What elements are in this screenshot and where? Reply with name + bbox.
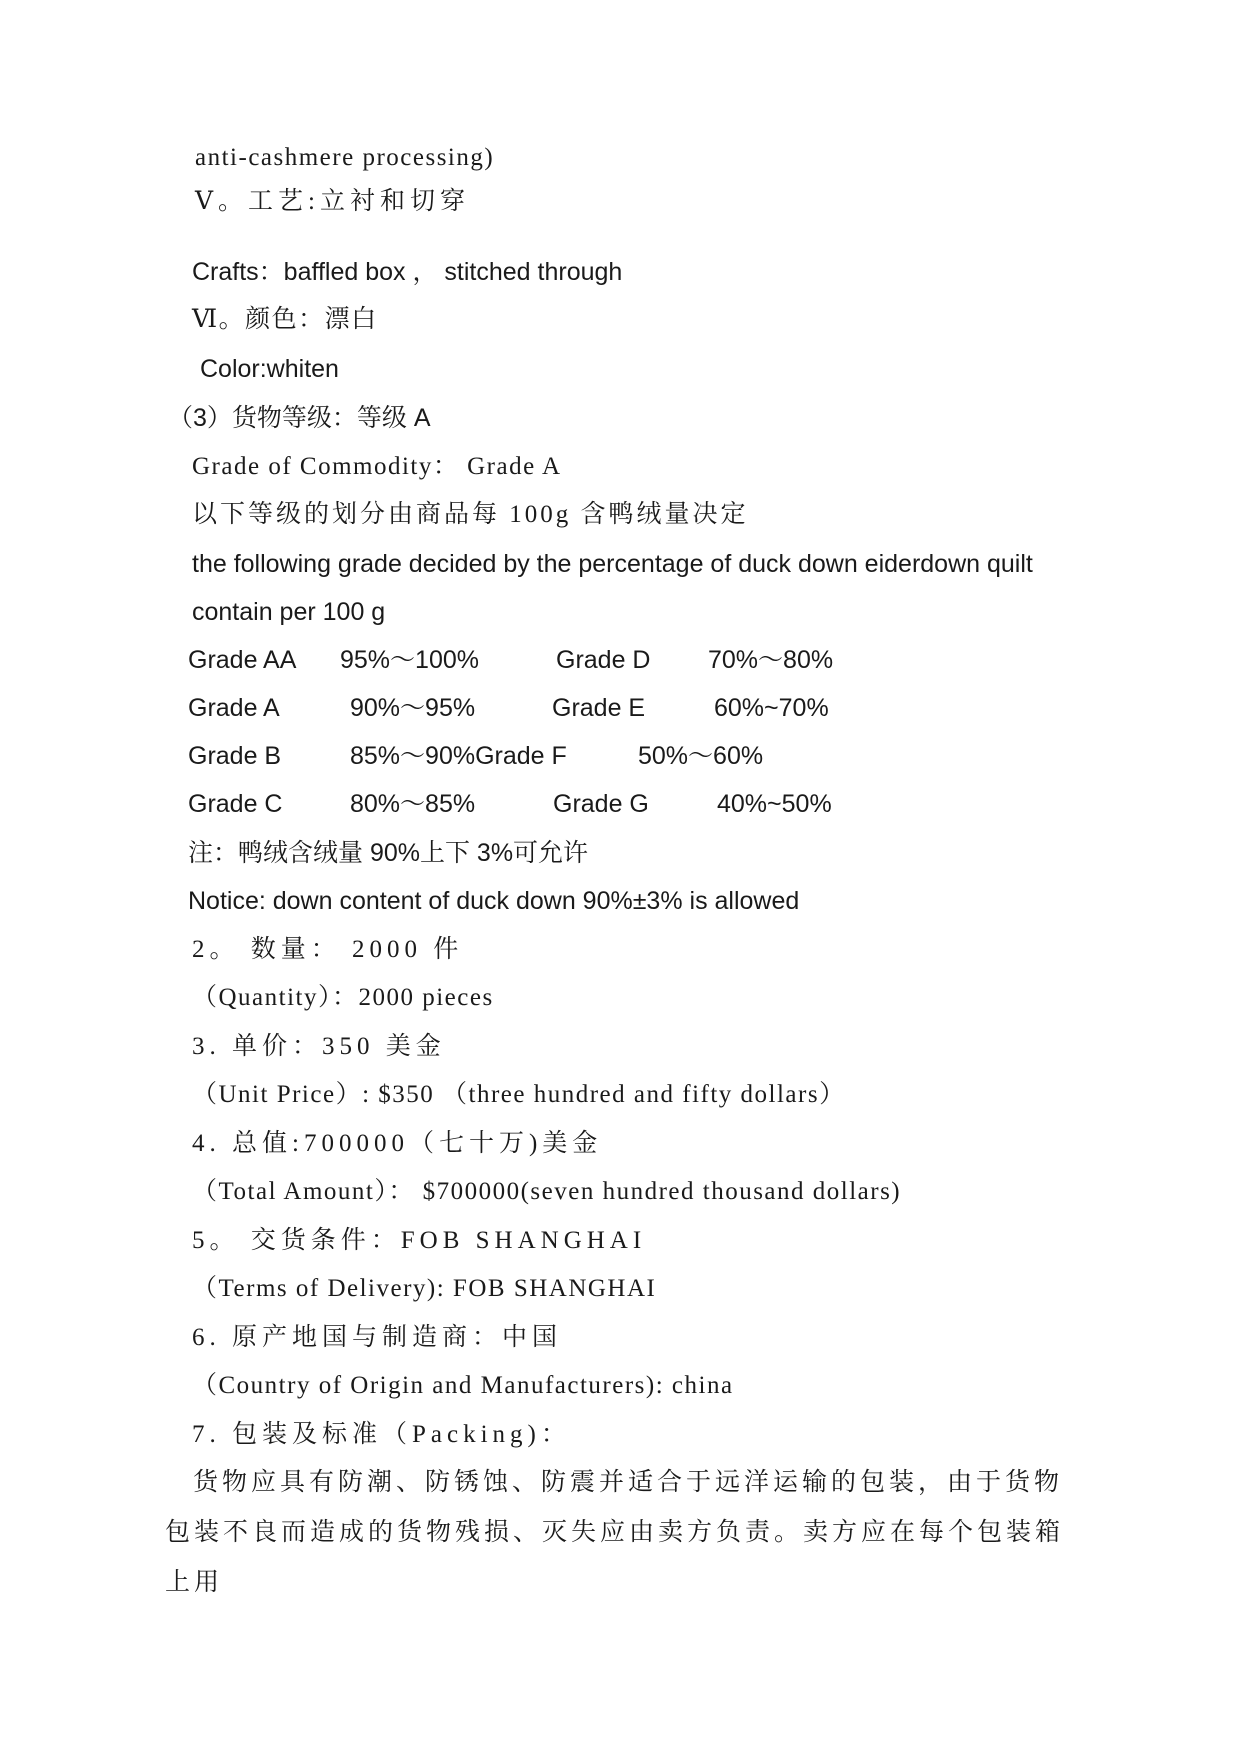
section-heading: 5。 交货条件：FOB SHANGHAI [192,1227,647,1254]
text-line: the following grade decided by the percentage of duck down eiderdown quilt [192,550,1033,578]
section-heading: 7. 包装及标准（Packing)： [192,1421,571,1448]
text-line: （Total Amount）： $700000(seven hundred thousand dollars) [192,1178,902,1205]
grade-range: 90%～95% [350,694,476,722]
grade-name: Grade D [556,646,651,674]
text-line: （Unit Price）: $350 （three hundred and fifty dollars） [192,1081,846,1108]
grade-range: 50%～60% [638,742,764,770]
text-line: Grade of Commodity： Grade A [192,453,562,480]
section-heading: 6. 原产地国与制造商：中国 [192,1324,563,1351]
text-line: Crafts：baffled box ， stitched through [192,258,623,286]
grade-range: 80%～85% [350,790,476,818]
section-heading: 3. 单价：350 美金 [192,1033,446,1060]
grade-range: 70%～80% [708,646,834,674]
text-line: （Terms of Delivery): FOB SHANGHAI [192,1275,657,1302]
grade-name: Grade AA [188,646,297,674]
text-line: （Country of Origin and Manufacturers): china [192,1372,734,1399]
grade-range: 60%~70% [714,694,829,722]
grade-name: Grade A [188,694,280,722]
text-line: 以下等级的划分由商品每 100g 含鸭绒量决定 [192,501,749,528]
grade-name: Grade C [188,790,283,818]
grade-range: 95%～100% [340,646,479,674]
grade-name: Grade G [553,790,649,818]
section-heading: 2。 数量： 2000 件 [192,936,464,963]
text-line: Ⅵ。颜色：漂白 [192,306,378,333]
text-line: （Quantity）：2000 pieces [192,984,494,1011]
text-line: Ⅴ。工艺:立衬和切穿 [195,188,471,215]
text-line: 注：鸭绒含绒量 90%上下 3%可允许 [188,839,589,867]
text-line: Color:whiten [200,355,339,383]
text-line: contain per 100 g [192,598,386,626]
grade-name: Grade B [188,742,282,770]
grade-range: 85%～90%Grade F [350,742,567,770]
section-heading: 4. 总值:700000（七十万)美金 [192,1130,603,1157]
grade-range: 40%~50% [717,790,832,818]
packing-paragraph: 货物应具有防潮、防锈蚀、防震并适合于远洋运输的包装，由于货物包装不良而造成的货物残损、灭失应由卖方负责。卖方应在每个包装箱上用 [165,1469,1065,1596]
text-line: anti-cashmere processing) [195,144,495,171]
grade-name: Grade E [552,694,646,722]
text-line: Notice: down content of duck down 90%±3% is allowed [188,887,800,915]
section-heading: （3）货物等级：等级 A [168,404,431,432]
